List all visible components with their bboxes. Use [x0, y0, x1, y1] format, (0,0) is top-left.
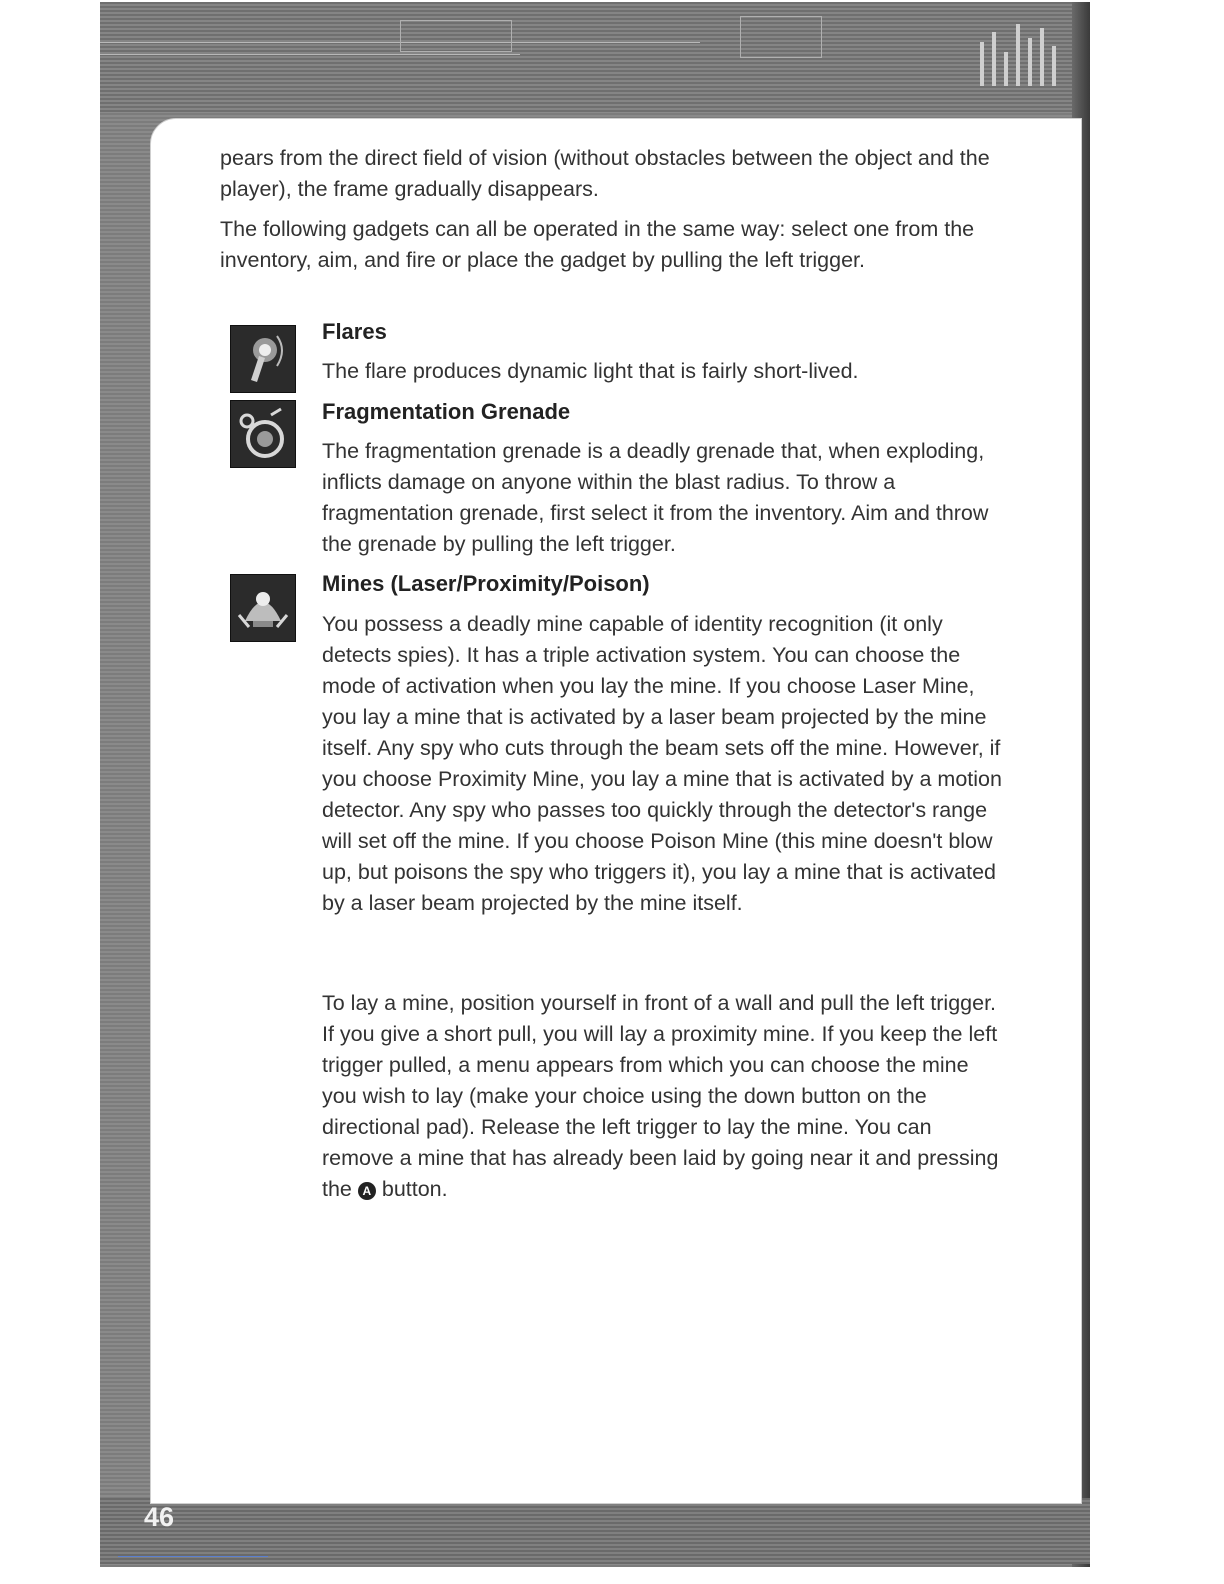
header-band-bar [1028, 38, 1032, 86]
intro-continuation: pears from the direct field of vision (without obstacles between the object and the player), the frame gradually disappears. [220, 146, 990, 201]
grenade-heading: Fragmentation Grenade [322, 399, 571, 424]
gadgets-note: The following gadgets can all be operated in the same way: select one from the inventory, aim, and fire or place the gadget by pulling the left trigger. [220, 217, 975, 272]
flares-body: The flare produces dynamic light that is fairly short-lived. [322, 359, 859, 383]
footer-underline [118, 1556, 268, 1557]
header-band-line [100, 54, 520, 55]
flares-heading: Flares [322, 319, 387, 344]
footer-band [100, 1498, 1090, 1564]
page-number: 46 [144, 1502, 175, 1532]
header-band-box [740, 16, 822, 58]
grenade-body: The fragmentation grenade is a deadly grenade that, when exploding, inflicts damage on anyone within the blast radius. To throw a fragmentation grenade, first select it from the inventory. Aim and throw the grenade by pulling the left trigger. [322, 439, 989, 556]
header-band-bar [1040, 28, 1044, 86]
header-band-bar [1052, 46, 1056, 86]
header-band-bar [1004, 52, 1008, 86]
header-band-bar [992, 32, 996, 86]
header-band-bar [1016, 24, 1020, 86]
mines-laying-instructions [322, 988, 1002, 1205]
a-button-icon: A [358, 1182, 376, 1200]
mines-heading: Mines (Laser/Proximity/Poison) [322, 571, 650, 596]
flare-icon [230, 325, 296, 393]
mines-laying-text: To lay a mine, position yourself in front of a wall and pull the left trigger. If you give a short pull, you will lay a proximity mine. If you keep the left trigger pulled, a menu appears from which you can choose the mine you wish to lay (make your choice using the down button on the directional pad). Release the left trigger to lay the mine. You can remove a mine that has already been laid by going near it and pressing the [322, 991, 999, 1201]
header-band-bar [980, 42, 984, 86]
grenade-icon [230, 400, 296, 468]
header-band [100, 2, 1090, 112]
mines-body: You possess a deadly mine capable of identity recognition (it only detects spies). It has a triple activation system. You can choose the mode of activation when you lay the mine. If you choose Laser Mine, you lay a mine that is activated by a laser beam projected by the mine itself. Any spy who cuts through the beam sets off the mine. However, if you choose Proximity Mine, you lay a mine that is activated by a motion detector. Any spy who passes too quickly through the detector's range will set off the mine. If you choose Poison Mine (this mine doesn't blow up, but poisons the spy who triggers it), you lay a mine that is activated by a laser beam projected by the mine itself. [322, 612, 1002, 915]
header-band-box [400, 20, 512, 52]
mine-icon [230, 574, 296, 642]
mines-laying-text-end: button. [381, 1177, 448, 1201]
